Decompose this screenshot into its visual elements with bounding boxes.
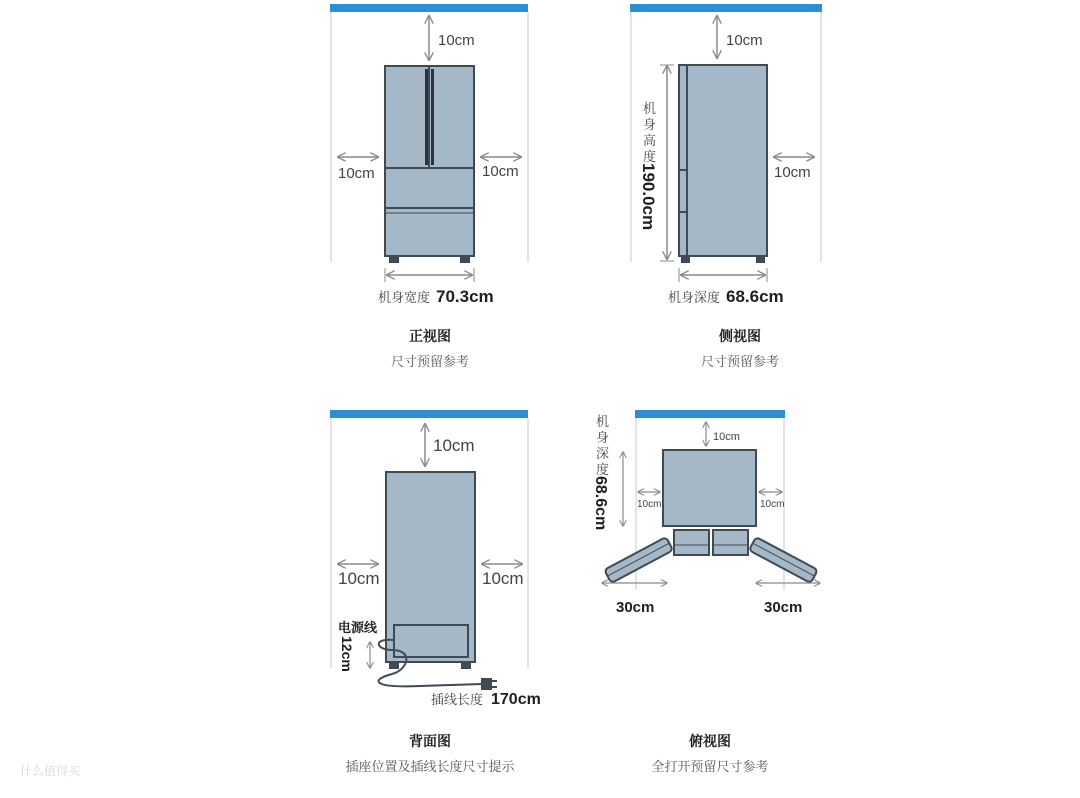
- top-depth-char-2: 身: [596, 430, 610, 445]
- side-height-char-1: 机: [643, 101, 657, 116]
- back-plug-label: 插线长度: [431, 692, 484, 707]
- front-view-subtitle: 尺寸预留参考: [390, 354, 469, 369]
- side-view-subtitle: 尺寸预留参考: [700, 354, 779, 369]
- back-view-title: 背面图: [409, 733, 451, 749]
- back-top-gap: 10cm: [433, 436, 475, 455]
- front-wall-bar: [330, 4, 528, 12]
- side-fridge: [679, 65, 767, 262]
- back-left-gap: 10cm: [338, 569, 380, 588]
- back-view: [330, 410, 541, 708]
- plug-icon: [482, 679, 497, 689]
- back-plug-value: 170cm: [491, 691, 541, 708]
- front-handle-left: [425, 69, 428, 165]
- top-left-gap: 10cm: [637, 499, 662, 510]
- front-view: [330, 4, 528, 306]
- top-wall-bar: [635, 410, 785, 418]
- side-depth-label: 机身深度: [668, 290, 721, 305]
- side-wall-bar: [630, 4, 822, 12]
- front-left-gap: 10cm: [338, 165, 375, 182]
- back-fridge: [386, 472, 475, 668]
- top-depth-char-4: 度: [596, 462, 610, 477]
- side-height-char-3: 高: [643, 133, 657, 148]
- top-view-subtitle: 全打开预留尺寸参考: [651, 759, 769, 774]
- side-height-label: [643, 101, 660, 164]
- top-right-door-value: 30cm: [764, 599, 803, 616]
- top-depth-char-3: 深: [596, 446, 610, 461]
- side-height-value: 190.0cm: [639, 163, 658, 231]
- top-view: [592, 410, 820, 616]
- front-fridge: [385, 66, 474, 262]
- side-height-char-2: 身: [643, 117, 657, 132]
- top-view-title: 俯视图: [689, 733, 731, 749]
- side-right-gap: 10cm: [774, 164, 811, 181]
- top-depth-char-1: 机: [596, 414, 610, 429]
- front-view-title: 正视图: [409, 328, 451, 344]
- front-width-value: 70.3cm: [436, 287, 494, 306]
- side-view-title: 侧视图: [719, 328, 761, 344]
- side-depth-value: 68.6cm: [726, 287, 784, 306]
- top-right-gap: 10cm: [760, 499, 785, 510]
- front-width-label: 机身宽度: [378, 290, 431, 305]
- top-top-gap: 10cm: [713, 431, 740, 443]
- back-wall-bar: [330, 410, 528, 418]
- side-view: [630, 4, 822, 306]
- watermark: 什么值得买: [20, 764, 81, 778]
- back-right-gap: 10cm: [482, 569, 524, 588]
- back-cord-label: 电源线: [338, 620, 378, 635]
- side-top-gap: 10cm: [726, 32, 763, 49]
- back-view-subtitle: 插座位置及插线长度尺寸提示: [345, 759, 515, 774]
- side-height-char-4: 度: [643, 149, 657, 164]
- front-top-gap: 10cm: [438, 32, 475, 49]
- front-handle-right: [431, 69, 434, 165]
- back-cord-height: 12cm: [339, 636, 355, 672]
- top-depth-label: [596, 414, 613, 477]
- front-right-gap: 10cm: [482, 163, 519, 180]
- top-depth-value: 68.6cm: [592, 476, 609, 531]
- top-left-door-value: 30cm: [616, 599, 655, 616]
